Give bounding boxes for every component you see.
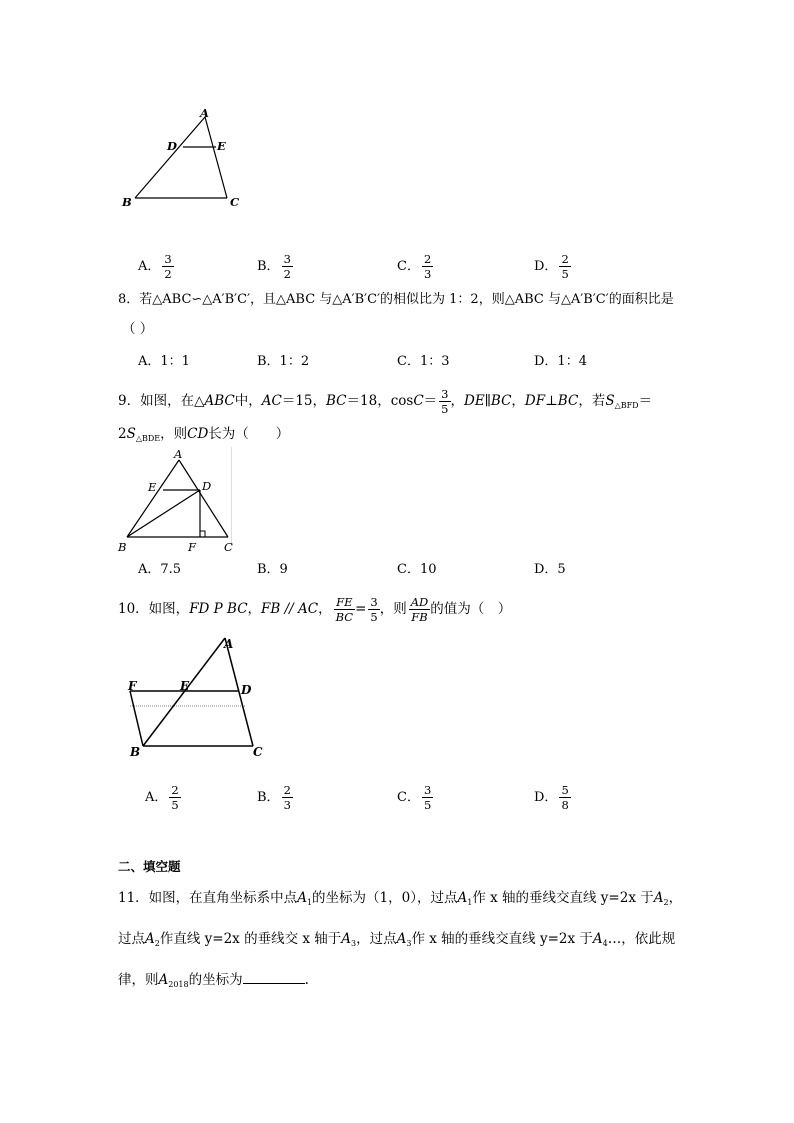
segment-fb [130, 691, 143, 746]
figure-parallelogram-fbcd [120, 632, 275, 762]
label-b: B [118, 540, 127, 554]
q10-option-d[interactable]: D． $\frac{5}{8}$ [534, 783, 569, 812]
q9-option-c[interactable]: C．10 [397, 562, 437, 577]
label-d: D [202, 479, 212, 493]
label-f: F [188, 540, 196, 554]
q7-option-c[interactable]: C． $\frac{2}{3}$ [397, 252, 432, 281]
label-c: C [253, 745, 263, 759]
label-e: E [217, 139, 226, 153]
figure-triangle-abc-def [115, 445, 240, 557]
q9-stem-line2: $2S_{\triangle BDE}$，则CD长为（ ） [118, 426, 290, 443]
q8-stem: 8．若△ABC∽△A′B′C′，且△ABC 与△A′B′C′的相似比为 1：2，则△ABC 与△A′B′C′的面积比是 [118, 292, 674, 307]
q11-line2: 过点$A_2$作直线 y=2x 的垂线交 x 轴于$A_3$，过点$A_3$作 x 轴的垂线交直线 y=2x 于$A_4\dots$，依此规 [118, 931, 676, 948]
figure-triangle-abc-de [115, 105, 250, 210]
label-b: B [122, 195, 132, 209]
q9-stem-line1: 9．如图，在△ABC中，AC＝15，BC＝18，cosC＝ $\frac{3}{5}$ ，DE∥BC，DF⊥BC，若$S_{\triangle BFD}=$ [118, 387, 653, 416]
side-ab [127, 460, 179, 537]
label-d: D [241, 683, 252, 697]
q11-line1: 11．如图，在直角坐标系中点$A_1$的坐标为（1，0），过点$A_1$作 x 轴的垂线交直线 y=2x 于$A_2$， [118, 890, 683, 907]
q11-line3: 律，则$A_{2018}$的坐标为 . [118, 972, 309, 989]
q7-option-d[interactable]: D． $\frac{2}{5}$ [534, 252, 569, 281]
label-a: A [200, 106, 209, 120]
q8-option-d[interactable]: D．1：4 [534, 354, 587, 369]
q8-paren: （ ） [122, 321, 154, 337]
label-b: B [130, 745, 141, 759]
q9-option-b[interactable]: B．9 [257, 562, 288, 577]
side-ac [205, 117, 227, 198]
label-a: A [174, 447, 183, 461]
section-title-fill-in: 二、填空题 [118, 859, 181, 874]
q7-option-b[interactable]: B． $\frac{3}{2}$ [257, 252, 291, 281]
label-e: E [148, 480, 157, 494]
q7-option-a[interactable]: A． $\frac{3}{2}$ [138, 252, 172, 281]
label-d: D [167, 139, 177, 153]
label-c: C [230, 195, 240, 209]
q10-option-a[interactable]: A． $\frac{2}{5}$ [145, 783, 179, 812]
label-a: A [224, 637, 234, 651]
q8-option-c[interactable]: C．1：3 [397, 354, 450, 369]
q8-option-b[interactable]: B．1：2 [257, 354, 310, 369]
label-e: E [180, 679, 190, 693]
q8-option-a[interactable]: A．1：1 [138, 354, 190, 369]
q10-option-b[interactable]: B． $\frac{2}{3}$ [257, 783, 291, 812]
label-f: F [128, 679, 137, 693]
segment-bd [127, 490, 200, 537]
q10-stem: 10．如图，FD P BC，FB // AC， $\frac{FE}{BC}$ = $\frac{3}{5}$ ，则 $\frac{AD}{FB}$ 的值为（ ） [118, 595, 512, 624]
q9-option-a[interactable]: A．7.5 [138, 562, 182, 577]
label-c: C [224, 540, 233, 554]
answer-blank[interactable] [243, 971, 305, 984]
q10-option-c[interactable]: C． $\frac{3}{5}$ [397, 783, 432, 812]
q9-option-d[interactable]: D．5 [534, 562, 566, 577]
right-angle-mark [200, 531, 205, 537]
side-ab [135, 117, 205, 198]
